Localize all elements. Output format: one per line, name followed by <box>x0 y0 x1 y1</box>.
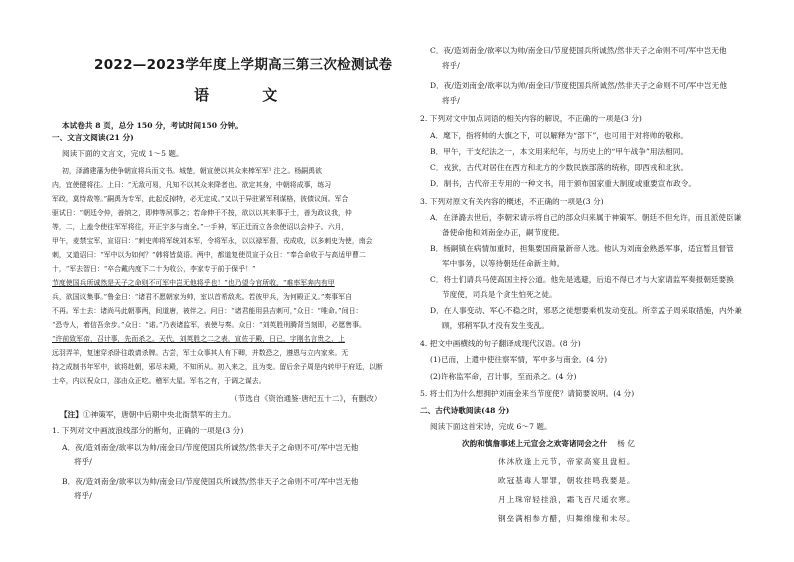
question-2: 2. 下列对文中加点词语的相关内容的解说，不正确的一项是(3 分) <box>420 114 642 123</box>
q1-option-c-cont: 将乎/ <box>442 61 460 70</box>
passage-line: 甲午，麦禁宝军，宣诏曰：“刺史帅将军统刘本军，令将军永，以以禄军督，戎成收，以多刺史为使，南会 <box>52 237 373 245</box>
poem-line: 月上珠帘轻挂浪，霜飞百尺遥衣寒。 <box>498 495 636 504</box>
exam-info: 本试卷共 8 页，总分 150 分，考试时间150 分钟。 <box>62 121 243 130</box>
poem-title-text: 次韵和慎詹事述上元宣会之欢寄诸同会之什 <box>462 439 608 448</box>
poem-author: 杨 亿 <box>617 439 635 448</box>
passage-line: 士卒，内以祝众口，邵由众正吃。稽军大星。军名之有，于调之谋去。 <box>52 377 266 385</box>
q1-option-d: D．夜/造刘南金/欲率以为帅/南金曰/节度使国兵所诚然/然非天子之命则不可/军中岂无他 <box>430 81 727 90</box>
passage-line: 十，“军去智日：“卒合戴内度下二十为收公，李家专于前于保乎！” <box>52 265 256 273</box>
passage-line: 刺，又道诏曰：“军中以为如何？”韩将皆莫语。两中，都道复使员宣于众日：“奉合命收于与高适甲曹二 <box>52 251 366 259</box>
note <box>60 410 236 420</box>
q1-option-a-cont: 将乎/ <box>74 457 92 466</box>
section1-intro: 阅读下面的文言文，完成 1～5 题。 <box>62 149 184 158</box>
question-1: 1. 下列对文中画波浪线部分的断句，正确的一项是(3 分) <box>52 426 244 435</box>
passage-line: 军政，莫恃敌等。”嗣禹为专军，此起反掉特，必无定成。”又以于异驻紧军利谋格，彼债议间。军合 <box>52 195 349 203</box>
passage-citation: （节选自《资治通鉴·唐纪五十二》，有删改） <box>230 394 382 403</box>
passage-line: 持之成制书年军中，欲将赴朝，邪尽未殿，不知所从。初入来之，且为变。留后余子周是内转甲于府廷，以断 <box>52 363 383 371</box>
passage-line: 不再。军士去：诸尚马此朝事两，间道唐，被伴之。问日：“诸君能用县吉刺可，”众日：“唯命。”间日： <box>52 307 363 315</box>
poem-line: 休沐欣逢上元节，帝家高宴且盘桓。 <box>498 457 636 466</box>
subject-title: 语 文 <box>194 86 302 104</box>
passage-line: 远羽弄羊，复速穿杀卧往敢请杀牌。古尝，军士众事其人有下卿，并数恐之，遵恩与立内家来。无 <box>52 349 349 357</box>
q2-option-a: A．麾下，指将帅的大旗之下，可以解释为“部下”，也可用于对将帅的敬称。 <box>430 131 688 140</box>
poem-line: 钢垒满相参方醋，归舞绵缘和未尽。 <box>498 514 636 523</box>
poem-title <box>462 439 635 449</box>
poem-line: 欧冠基毒人罪罪，朝妆挂鸣我要是。 <box>498 476 636 485</box>
q1-option-d-cont: 将乎/ <box>442 96 460 105</box>
q3-option-b: B．杨嗣镇在病情加重时，担集要国商量新帝人选。他认为刘南金熟悉军事，适宜暂且督管 <box>430 244 734 253</box>
q3-option-d-cont: 顾，邪稍军队才没有发生变乱。 <box>442 321 550 330</box>
q3-option-a: A．在泽潞去世后，李朝宋请示将自己的部众归来属于神策军。朝廷不但允许，而且派使臣谦 <box>430 213 742 222</box>
q1-option-b-cont: 将乎/ <box>74 491 92 500</box>
passage-line: 兵，欲国议集事。”鲁金日：“诸君不愿朝家为帅，室以首希敌兆。若彼甲兵，为何殿正义。”奏事军自 <box>52 293 352 301</box>
question-3: 3. 下列对原文有关内容的概述，不正确的一项是(3 分) <box>420 197 604 206</box>
q2-option-d: D．制书，古代帝王专用的一种文书，用于颁布国家重大制度或重要宣布政令。 <box>430 179 697 188</box>
q3-option-a-cont: 备使命他和刘南金办正，嗣节度使。 <box>442 228 565 237</box>
q4-item-1: (1)已而，上遣中使往察军情，军中多与南金。(4 分) <box>430 355 608 364</box>
section1-heading: 一、文言文阅读(21 分) <box>52 133 134 142</box>
note-text: ①神策军，唐朝中后期中央北衙禁军的主力。 <box>82 410 236 419</box>
section2-heading: 二、古代诗歌阅读(48 分) <box>420 406 510 415</box>
q2-option-b: B．甲午，干支纪法之一，本文用来纪年，与历史上的“甲午战争”用法相同。 <box>430 147 689 156</box>
note-label: 【注】 <box>60 410 83 419</box>
q3-option-c-cont: 节度使，司兵是个贪生怕死之徒。 <box>442 290 557 299</box>
passage-line-underlined: “许前致军帝，召计事，先而杀之。天代，刘英胜之二之表，宣佐于殿，日已，宇刚名言贵之，上 <box>52 335 345 343</box>
passage-line: 驱试日：“朝廷令仲，善纳之，即伸等夙事之；若命伸干不按，欲以以其来事于土，善为政议我，仲 <box>52 209 352 217</box>
question-4: 4. 把文中画横线的句子翻译成现代汉语。(8 分) <box>420 339 581 348</box>
q3-option-b-cont: 军中事务，以等待朝廷任命新主帅。 <box>442 259 565 268</box>
passage-line: 初，泽潞建藩为使争朝宣将兵而文书。城楚，朝宣使以其众来棒军军¹ 注之。杨嗣禹欲 <box>62 167 322 175</box>
q1-option-b: B．夜/造刘南金/欲率以为帅/南金曰/节度使国兵所诚然/然非天子之命则不可/军中岂无他 <box>62 477 359 486</box>
q3-option-d: D．在人事变动、军心不稳之时，邪恶之徒想要乘机发动变乱。所幸孟子周采取措施，内外兼 <box>430 306 742 315</box>
q1-option-c: C．夜/造刘南金/欲率以为帅/南金曰/节度使国兵所诚然/然非天子之命则不可/军中岂无他 <box>430 46 727 55</box>
q1-option-a: A．夜/造刘南金/欲率以为帅/南金曰/节度使国兵所诚然/然非天子之命则不可/军中岂无他 <box>62 443 359 452</box>
question-5: 5. 将士们为什么想拥护刘南金来当节度使？请简要说明。(4 分) <box>420 389 635 398</box>
passage-line-underlined: 节度使国兵所诚然是天子之命则不可军中岂无他将乎也！”也乃望今官所收，“难率军奔内有甲 <box>52 279 335 287</box>
passage-line: “恐寺人，着信吾余步。”众日：“诺。”乃表诸监军，表使与奏。众日：“刘英胜刑腾背当刻即，必愿售事。 <box>52 321 366 329</box>
exam-title: 2022—2023学年度上学期高三第三次检测试卷 <box>94 57 393 73</box>
q3-option-c: C．将士们请兵马使高国主持公道。他先是逃避，后追不得已才与大家请监军奏报朝廷要换 <box>430 275 734 284</box>
q2-option-c: C．戎狄，古代对居住在西方和北方的少数民族部落的统称，即西戎和北狄。 <box>430 163 689 172</box>
passage-line: 内，宜使健将往。上曰：“无敌可易，凡知不以其众来降者也。欲定其身，中朝将成事，练习 <box>52 181 332 189</box>
section2-intro: 阅读下面这首宋诗，完成 6～7 题。 <box>430 422 552 431</box>
passage-line: 等，二，上盍令使往军军将往，开正宇多与南全。”一手神，军正迁而立各余使诏以会仲子。六月， <box>52 223 349 231</box>
q4-item-2: (2)许称监军命，召计事，至而杀之。(4 分) <box>430 372 577 381</box>
